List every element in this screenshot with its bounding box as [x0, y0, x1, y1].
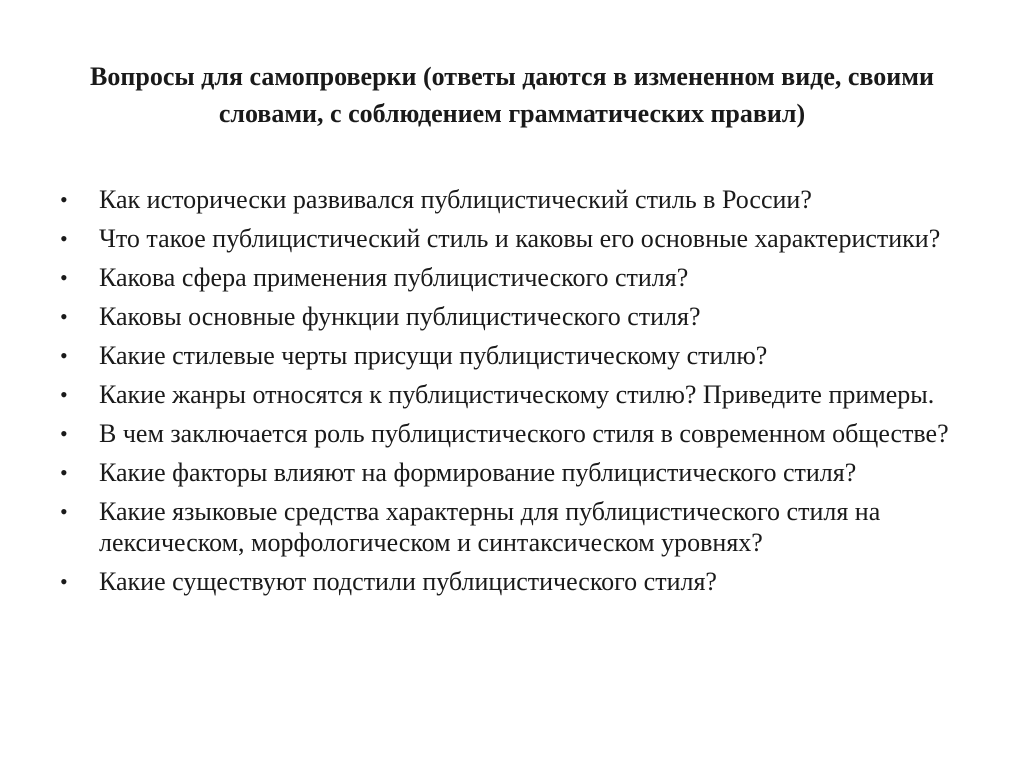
question-text: Какие языковые средства характерны для публицистического стиля на лексическом, морфологическом и синтаксическом уровнях? [99, 497, 881, 557]
question-text: Какие факторы влияют на формирование публицистического стиля? [99, 458, 857, 487]
list-item [58, 262, 988, 293]
bullet-icon: • [60, 460, 68, 485]
question-text: Каковы основные функции публицистического стиля? [99, 302, 701, 331]
question-text: Какие существуют подстили публицистического стиля? [99, 567, 717, 596]
question-list [58, 184, 988, 605]
bullet-icon: • [60, 304, 68, 329]
page-title: Вопросы для самопроверки (ответы даются в измененном виде, своими словами, с соблюдением грамматических правил) [90, 62, 934, 128]
list-item [58, 496, 988, 558]
list-item [58, 418, 988, 449]
list-item [58, 340, 988, 371]
list-item [58, 566, 988, 597]
bullet-icon: • [60, 226, 68, 251]
bullet-icon: • [60, 265, 68, 290]
question-text: Что такое публицистический стиль и каковы его основные характеристики? [99, 224, 941, 253]
bullet-icon: • [60, 187, 68, 212]
list-item [58, 223, 988, 254]
question-text: Какие жанры относятся к публицистическому стилю? Приведите примеры. [99, 380, 935, 409]
bullet-icon: • [60, 499, 68, 524]
bullet-icon: • [60, 382, 68, 407]
question-text: В чем заключается роль публицистического стиля в современном обществе? [99, 419, 949, 448]
list-item [58, 379, 988, 410]
list-item [58, 457, 988, 488]
bullet-icon: • [60, 569, 68, 594]
list-item [58, 184, 988, 215]
bullet-icon: • [60, 421, 68, 446]
question-text: Как исторически развивался публицистический стиль в России? [99, 185, 812, 214]
question-text: Какие стилевые черты присущи публицистическому стилю? [99, 341, 768, 370]
list-item [58, 301, 988, 332]
question-text: Какова сфера применения публицистического стиля? [99, 263, 689, 292]
bullet-icon: • [60, 343, 68, 368]
